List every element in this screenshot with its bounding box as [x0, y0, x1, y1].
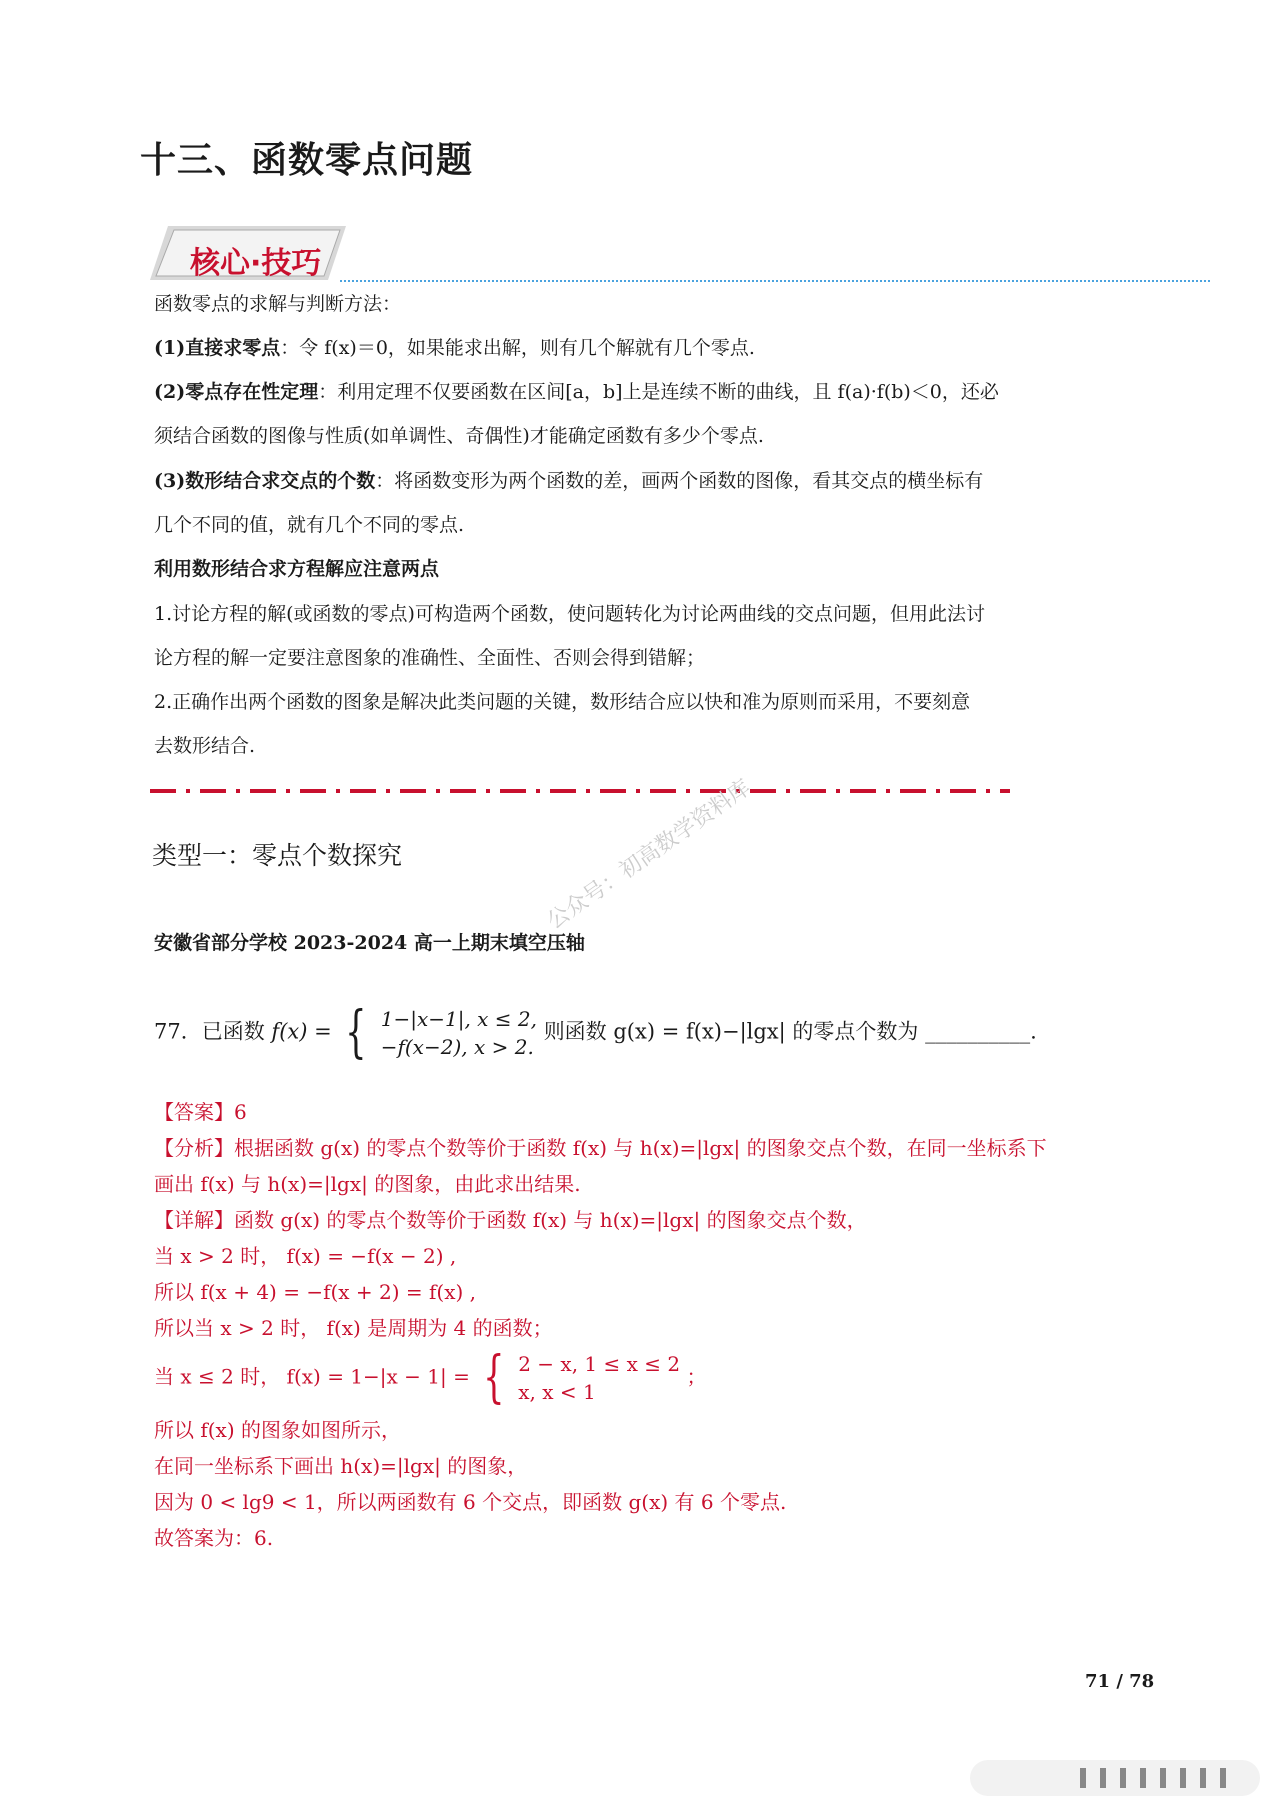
note-heading: 利用数形结合求方程解应注意两点 [154, 558, 440, 580]
method-1-text: ：令 f(x)＝0，如果能求出解，则有几个解就有几个零点. [280, 337, 755, 359]
method-3-text: ：将函数变形为两个函数的差，画两个函数的图像，看其交点的横坐标有 [375, 470, 984, 492]
step-5: 所以 f(x) 的图象如图所示， [154, 1418, 402, 1442]
problem-source: 安徽省部分学校 2023-2024 高一上期末填空压轴 [154, 932, 585, 954]
note-1: 1.讨论方程的解(或函数的零点)可构造两个函数，使问题转化为讨论两曲线的交点问题，但用此法讨 [154, 603, 985, 625]
method-3-cont: 几个不同的值，就有几个不同的零点. [154, 514, 465, 536]
page-number: 71 / 78 [1085, 1671, 1155, 1692]
method-2 [154, 378, 999, 406]
watermark: 公众号：初高数学资料库 [542, 775, 756, 935]
analysis-cont: 画出 f(x) 与 h(x)=|lgx| 的图象，由此求出结果. [154, 1172, 581, 1196]
brace-glyph: { [345, 1000, 367, 1065]
method-1-head: (1)直接求零点 [154, 337, 281, 359]
method-1 [154, 334, 755, 362]
problem-number: 77．已函数 [154, 1019, 265, 1044]
step-6: 在同一坐标系下画出 h(x)=|lgx| 的图象， [154, 1454, 528, 1478]
step-4-cases [518, 1350, 680, 1406]
section-heading: 类型一：零点个数探究 [152, 841, 403, 870]
step-7: 因为 0 < lg9 < 1，所以两函数有 6 个交点，即函数 g(x) 有 6 个零点. [154, 1490, 787, 1514]
method-3-head: (3)数形结合求交点的个数 [154, 470, 376, 492]
note-1-cont: 论方程的解一定要注意图象的准确性、全面性、否则会得到错解； [154, 647, 706, 669]
method-2-cont: 须结合函数的图像与性质(如单调性、奇偶性)才能确定函数有多少个零点. [154, 425, 764, 447]
method-2-head: (2)零点存在性定理 [154, 381, 319, 403]
piecewise-cases [381, 1005, 537, 1061]
page-title: 十三、函数零点问题 [140, 140, 474, 181]
step-4-post: ； [686, 1364, 707, 1389]
problem-statement [154, 1000, 1037, 1065]
step-8: 故答案为：6. [154, 1526, 274, 1550]
problem-fx: f(x) = [271, 1019, 332, 1044]
step-3: 所以当 x > 2 时， f(x) 是周期为 4 的函数； [154, 1316, 553, 1340]
note-2-cont: 去数形结合. [154, 735, 256, 757]
dash-dot-divider [150, 785, 1010, 797]
case-1: 1−|x−1|, x ≤ 2, [380, 1007, 537, 1031]
analysis: 【分析】根据函数 g(x) 的零点个数等价于函数 f(x) 与 h(x)=|lgx| 的图象交点个数，在同一坐标系下 [154, 1136, 1047, 1160]
step-4-pre: 当 x ≤ 2 时， f(x) = 1−|x − 1| = [154, 1364, 470, 1389]
method-2-text: ：利用定理不仅要函数在区间[a，b]上是连续不断的曲线，且 f(a)·f(b)＜0，还必 [318, 381, 999, 403]
answer: 【答案】6 [154, 1100, 247, 1124]
step-4 [154, 1345, 707, 1410]
problem-rest: 则函数 g(x) = f(x)−|lgx| 的零点个数为 [543, 1019, 919, 1044]
case-2: −f(x−2), x > 2. [380, 1035, 534, 1059]
method-3 [154, 467, 983, 495]
brace-glyph-2: { [483, 1345, 505, 1410]
answer-blank: __________. [925, 1019, 1037, 1044]
toolbar-strip [970, 1760, 1260, 1796]
step-4-case-2: x, x < 1 [518, 1380, 596, 1404]
dotted-divider [340, 280, 1210, 282]
step-4-case-1: 2 − x, 1 ≤ x ≤ 2 [518, 1352, 681, 1376]
banner-label: 核心·技巧 [190, 246, 322, 281]
step-2: 所以 f(x + 4) = −f(x + 2) = f(x) , [154, 1280, 477, 1304]
step-1: 当 x > 2 时， f(x) = −f(x − 2) , [154, 1244, 457, 1268]
note-2: 2.正确作出两个函数的图象是解决此类问题的关键，数形结合应以快和准为原则而采用，不要刻意 [154, 691, 971, 713]
detail: 【详解】函数 g(x) 的零点个数等价于函数 f(x) 与 h(x)=|lgx| 的图象交点个数， [154, 1208, 867, 1232]
intro-line: 函数零点的求解与判断方法： [154, 293, 402, 315]
